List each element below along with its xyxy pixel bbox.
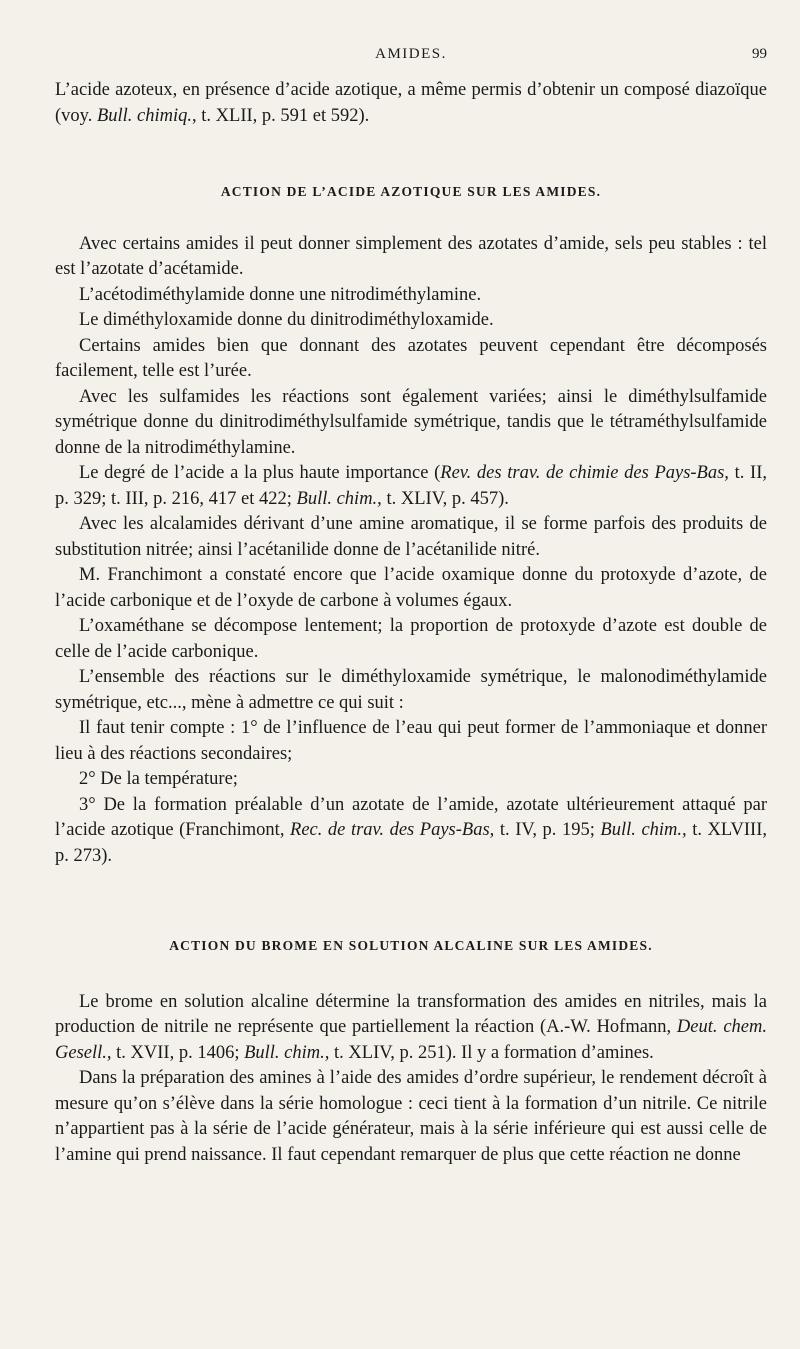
section-heading-nitric-acid: ACTION DE L’ACIDE AZOTIQUE SUR LES AMIDES. (220, 184, 602, 199)
paragraph: Il faut tenir compte : 1° de l’influence de l’eau qui peut former de l’ammoniaque et donner lieu à des réactions secondaires; (55, 718, 767, 764)
paragraph: Le diméthyloxamide donne du dinitrodiméthyloxamide. (79, 310, 494, 330)
paragraph: L’ensemble des réactions sur le diméthyloxamide symétrique, le malonodiméthylamide symétrique, etc..., mène à admettre ce qui suit : (55, 667, 767, 713)
citation-journal: Bull. chim., (296, 488, 382, 509)
intro-paragraph: L’acide azoteux, en présence d’acide azotique, a même permis d’obtenir un composé diazoïque (voy. Bull. chimiq., t. XLII, p. 591 et 592). (55, 80, 767, 126)
citation-journal: Bull. chim., (600, 820, 687, 840)
paragraph: L’oxaméthane se décompose lentement; la proportion de protoxyde d’azote est double de celle de l’acide carbonique. (55, 616, 767, 662)
paragraph: Dans la préparation des amines à l’aide des amides d’ordre supérieur, le rendement décroît à mesure qu’on s’élève dans la série homologue : ceci tient à la formation d’un nitrile. Ce nitrile n’appartient pas à la série de l’acide générateur, mais à la série inférieure qui est aussi celle de l’amine qui prend naissance. Il faut cependant remarquer de plus que cette réaction ne donne (55, 1068, 767, 1165)
page-body (55, 78, 767, 1168)
paragraph: Le brome en solution alcaline détermine la transformation des amides en nitriles, mais la production de nitrile ne représente que partiellement la réaction (A.-W. Hofmann, Deut. chem. Gesell., t. XVII, p. 1406; Bull. chim., t. XLIV, p. 251). Il y a formation d’amines. (55, 991, 768, 1063)
running-header (55, 42, 767, 78)
citation-journal: Bull. chimiq. (96, 105, 193, 126)
citation-journal: Bull. chim., (244, 1042, 330, 1063)
paragraph: Le degré de l’acide a la plus haute importance (Rev. des trav. de chimie des Pays-Bas, t. II, p. 329; t. III, p. 216, 417 et 422; Bull. chim., t. XLIV, p. 457). (55, 463, 767, 509)
paragraph: Avec certains amides il peut donner simplement des azotates d’amide, sels peu stables : tel est l’azotate d’acétamide. (55, 233, 767, 279)
paragraph: L’acétodiméthylamide donne une nitrodiméthylamine. (79, 284, 482, 305)
citation-journal: Deut. chem. Gesell., (55, 1017, 768, 1063)
citation-journal: Rev. des trav. de chimie des Pays-Bas, (440, 463, 729, 483)
section-heading-bromine: ACTION DU BROME EN SOLUTION ALCALINE SUR LES AMIDES. (169, 938, 653, 953)
paragraph: 3° De la formation préalable d’un azotate de l’amide, azotate ultérieurement attaqué par l’acide azotique (Franchimont, Rec. de trav. des Pays-Bas, t. IV, p. 195; Bull. chim., t. XLVIII, p. 273). (55, 794, 767, 866)
running-title: AMIDES. (375, 46, 447, 62)
page-number: 99 (752, 46, 767, 62)
paragraph: Certains amides bien que donnant des azotates peuvent cependant être décomposés facilement, telle est l’urée. (55, 335, 767, 381)
paragraph: 2° De la température; (79, 769, 238, 789)
citation-journal: Rec. de trav. des Pays-Bas, (290, 820, 495, 840)
paragraph: M. Franchimont a constaté encore que l’acide oxamique donne du protoxyde d’azote, de l’acide carbonique et de l’oxyde de carbone à volumes égaux. (55, 565, 767, 611)
paragraph: Avec les alcalamides dérivant d’une amine aromatique, il se forme parfois des produits de substitution nitrée; ainsi l’acétanilide donne de l’acétanilide nitré. (55, 514, 767, 560)
paragraph: Avec les sulfamides les réactions sont également variées; ainsi le diméthylsulfamide symétrique donne du dinitrodiméthylsulfamide symétrique, tandis que le tétraméthylsulfamide donne de la nitrodiméthylamine. (55, 386, 767, 458)
